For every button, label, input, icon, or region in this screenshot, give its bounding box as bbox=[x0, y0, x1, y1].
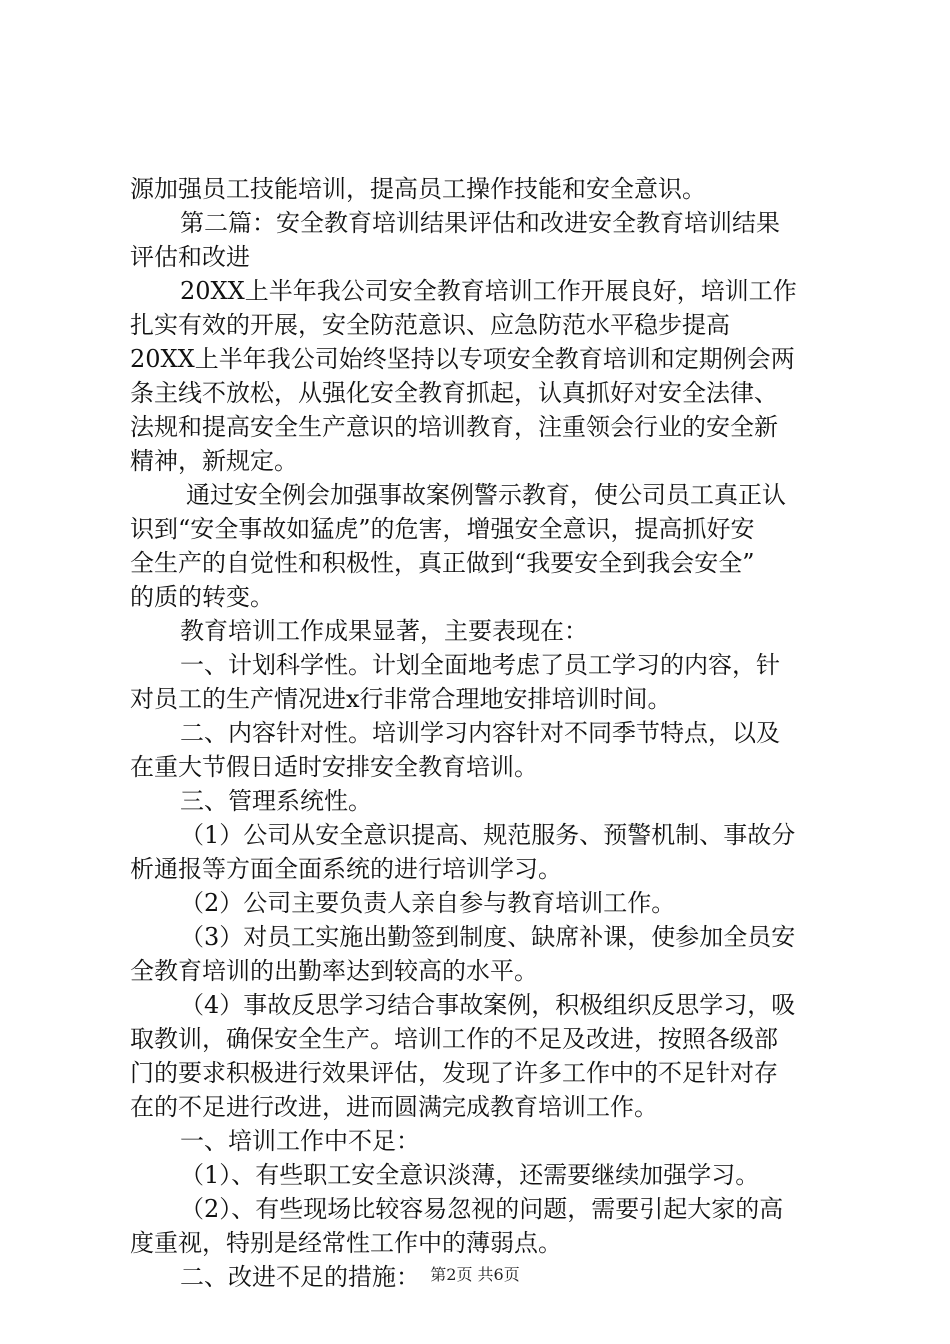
list-item: （2）、有些现场比较容易忽视的问题，需要引起大家的高 bbox=[180, 1195, 784, 1223]
text-line: 在的不足进行改进，进而圆满完成教育培训工作。 bbox=[130, 1093, 658, 1121]
text-line: 全生产的自觉性和积极性，真正做到“我要安全到我会安全” bbox=[130, 549, 755, 577]
document-body bbox=[130, 172, 830, 1294]
text-line: 教育培训工作成果显著，主要表现在： bbox=[180, 617, 588, 645]
page-number-footer: 第2页 共6页 bbox=[430, 1265, 520, 1284]
text-line: 精神，新规定。 bbox=[130, 447, 298, 475]
list-item: 三、管理系统性。 bbox=[180, 787, 372, 815]
section-heading-continued: 评估和改进 bbox=[130, 243, 250, 271]
text-line: 法规和提高安全生产意识的培训教育，注重领会行业的安全新 bbox=[130, 413, 778, 441]
text-line: 条主线不放松，从强化安全教育抓起，认真抓好对安全法律、 bbox=[130, 379, 778, 407]
text-line: 源加强员工技能培训，提高员工操作技能和安全意识。 bbox=[130, 175, 706, 203]
text-line: 识到“安全事故如猛虎”的危害，增强安全意识，提高抓好安 bbox=[130, 515, 755, 543]
text-line: 门的要求积极进行效果评估，发现了许多工作中的不足针对存 bbox=[130, 1059, 778, 1087]
list-item: 一、培训工作中不足： bbox=[180, 1127, 420, 1155]
text-line: 在重大节假日适时安排安全教育培训。 bbox=[130, 753, 538, 781]
text-line: 析通报等方面全面系统的进行培训学习。 bbox=[130, 855, 562, 883]
text-line: 20XX上半年我公司始终坚持以专项安全教育培训和定期例会两 bbox=[130, 345, 795, 373]
text-line: 对员工的生产情况进x行非常合理地安排培训时间。 bbox=[130, 685, 672, 713]
text-line: 取教训，确保安全生产。培训工作的不足及改进，按照各级部 bbox=[130, 1025, 778, 1053]
list-item: （1）、有些职工安全意识淡薄，还需要继续加强学习。 bbox=[180, 1161, 760, 1189]
text-line: 扎实有效的开展，安全防范意识、应急防范水平稳步提高 bbox=[130, 311, 730, 339]
list-item: （1）公司从安全意识提高、规范服务、预警机制、事故分 bbox=[180, 821, 796, 849]
list-item: （4）事故反思学习结合事故案例，积极组织反思学习，吸 bbox=[180, 991, 796, 1019]
text-line: 通过安全例会加强事故案例警示教育，使公司员工真正认 bbox=[186, 481, 786, 509]
text-line: 20XX上半年我公司安全教育培训工作开展良好，培训工作 bbox=[180, 277, 797, 305]
list-item: 二、内容针对性。培训学习内容针对不同季节特点，以及 bbox=[180, 719, 780, 747]
text-line: 的质的转变。 bbox=[130, 583, 274, 611]
list-item: （3）对员工实施出勤签到制度、缺席补课，使参加全员安 bbox=[180, 923, 796, 951]
list-item: （2）公司主要负责人亲自参与教育培训工作。 bbox=[180, 889, 676, 917]
text-line: 全教育培训的出勤率达到较高的水平。 bbox=[130, 957, 538, 985]
section-heading: 第二篇：安全教育培训结果评估和改进安全教育培训结果 bbox=[180, 209, 780, 237]
list-item: 一、计划科学性。计划全面地考虑了员工学习的内容，针 bbox=[180, 651, 780, 679]
list-item: 二、改进不足的措施： bbox=[180, 1263, 420, 1291]
text-line: 度重视，特别是经常性工作中的薄弱点。 bbox=[130, 1229, 562, 1257]
